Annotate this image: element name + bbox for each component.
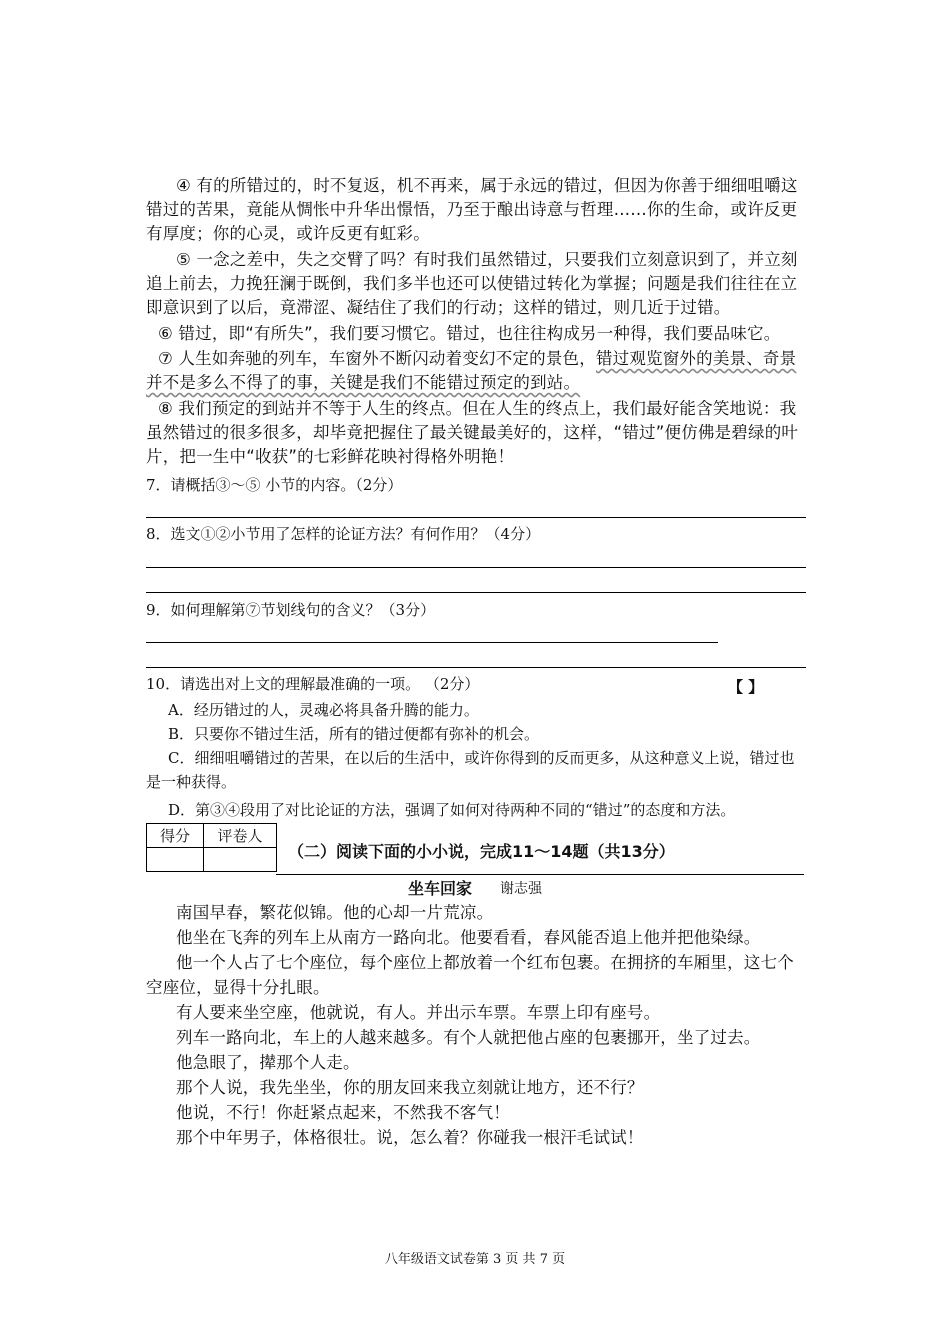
paragraph-6: ⑥ 错过，即“有所失”，我们要习惯它。错过，也往往构成另一种得，我们要品味它。 (158, 324, 781, 343)
answer-line-q8-1[interactable] (146, 567, 806, 568)
answer-line-q7[interactable] (146, 517, 806, 518)
paragraph-7-underlined: 错过观览窗外的美景、奇景并不是多么不得了的事，关键是我们不能错过预定的到站。 (146, 349, 797, 392)
answer-line-q9-1[interactable] (146, 642, 718, 643)
grader-label: 评卷人 (204, 824, 277, 848)
answer-line-q8-2[interactable] (146, 592, 806, 593)
question-7: 7．请概括③～⑤ 小节的内容。（2分） (146, 476, 403, 494)
answer-bracket[interactable]: 【 】 (728, 678, 764, 696)
option-b: B．只要你不错过生活，所有的错过便都有弥补的机会。 (168, 725, 540, 743)
answer-line-q9-2[interactable] (146, 667, 806, 668)
story-line: 他坐在飞奔的列车上从南方一路向北。他要看看，春风能否追上他并把他染绿。 (176, 928, 761, 947)
paragraph-7-start: ⑦ 人生如奔驰的列车，车窗外不断闪动着变幻不定的景色， (158, 349, 596, 368)
page-footer: 八年级语文试卷第 3 页 共 7 页 (384, 1252, 566, 1267)
option-d: D．第③④段用了对比论证的方法，强调了如何对待两种不同的“错过”的态度和方法。 (168, 801, 736, 819)
story-line: 他急眼了，撵那个人走。 (176, 1053, 360, 1072)
paragraph-8: ⑧ 我们预定的到站并不等于人生的终点。但在人生的终点上，我们最好能含笑地说：我虽然错过的很多很多，却毕竟把握住了最关键最美好的，这样，“错过”便仿佛是碧绿的叶片，把一生中“收获”的七彩鲜花映衬得格外明艳！ (146, 399, 799, 466)
paragraph-5: ⑤ 一念之差中，失之交臂了吗？有时我们虽然错过，只要我们立刻意识到了，并立刻追上前去，力挽狂澜于既倒，我们多半也还可以使错过转化为掌握；问题是我们往往在立即意识到了以后，竟滞涩、凝结住了我们的行动；这样的错过，则几近于过错。 (146, 250, 798, 317)
paragraph-7 (146, 347, 808, 395)
story-line: 列车一路向北，车上的人越来越多。有个人就把他占座的包裹挪开，坐了过去。 (176, 1028, 761, 1047)
score-table (146, 823, 277, 872)
option-a: A．经历错过的人，灵魂必将具备升腾的能力。 (168, 701, 479, 719)
question-8: 8．选文①②小节用了怎样的论证方法？有何作用？（4分） (146, 525, 541, 543)
question-9: 9．如何理解第⑦节划线句的含义？（3分） (146, 601, 436, 619)
question-10: 10．请选出对上文的理解最准确的一项。 （2分） (146, 675, 480, 693)
story-title: 坐车回家 (408, 879, 473, 898)
paragraph-4: ④ 有的所错过的，时不复返，机不再来，属于永远的错过，但因为你善于细细咀嚼这错过的苦果，竟能从惆怅中升华出憬悟，乃至于酿出诗意与哲理……你的生命，或许反更有厚度；你的心灵，或许反更有虹彩。 (146, 176, 798, 243)
story-author: 谢志强 (500, 881, 542, 897)
story-line: 南国早春，繁花似锦。他的心却一片荒凉。 (176, 903, 494, 922)
story-line: 他一个人占了七个座位，每个座位上都放着一个红布包裹。在拥挤的车厢里，这七个空座位，显得十分扎眼。 (146, 953, 794, 997)
section-title: （二）阅读下面的小小说，完成11～14题（共13分） (288, 842, 675, 861)
story-line: 有人要来坐空座，他就说，有人。并出示车票。车票上印有座号。 (176, 1003, 661, 1022)
section-divider (276, 874, 804, 875)
story-line: 他说，不行！你赶紧点起来，不然我不客气！ (176, 1103, 510, 1122)
option-c: C．细细咀嚼错过的苦果，在以后的生活中，或许你得到的反而更多，从这种意义上说，错过也是一种获得。 (146, 749, 795, 791)
grader-cell[interactable] (204, 848, 277, 872)
score-label: 得分 (147, 824, 204, 848)
score-cell[interactable] (147, 848, 204, 872)
story-body (146, 900, 808, 1150)
story-line: 那个人说，我先坐坐，你的朋友回来我立刻就让地方，还不行？ (176, 1078, 644, 1097)
story-line: 那个中年男子，体格很壮。说，怎么着？你碰我一根汗毛试试！ (176, 1128, 644, 1147)
